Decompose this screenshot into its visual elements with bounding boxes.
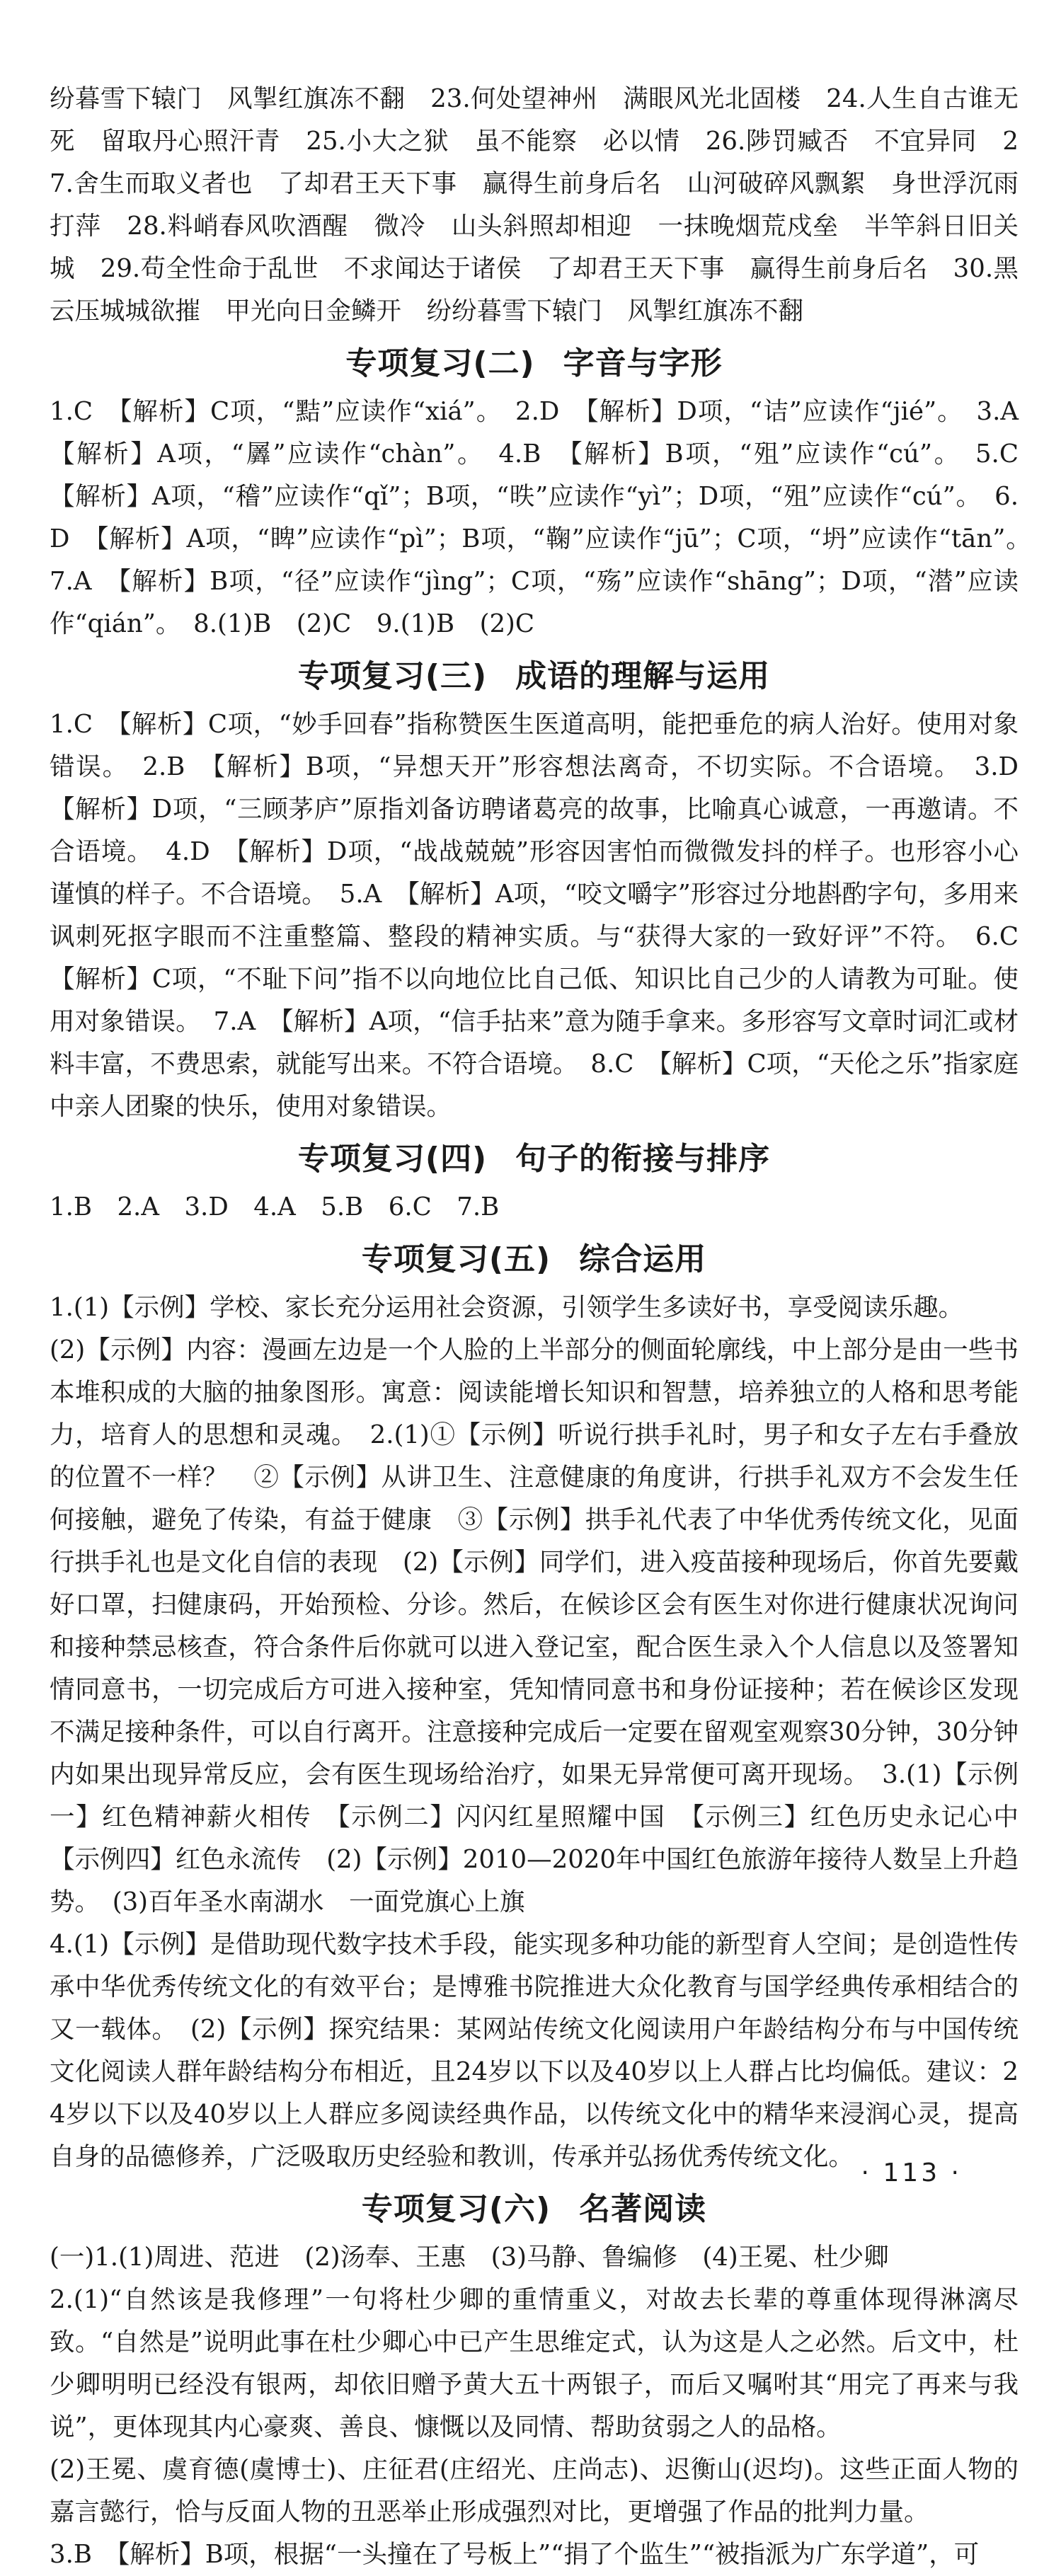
answers-section-3: 1.C 【解析】C项，“妙手回春”指称赞医生医道高明，能把垂危的病人治好。使用对象错误。 2.B 【解析】B项，“异想天开”形容想法离奇，不切实际。不合语境。 3.D 【解析】D项，“三顾茅庐”原指刘备访聘诸葛亮的故事，比喻真心诚意，一再邀请。不合语境。 4.D 【解析】D项，“战战兢兢”形容因害怕而微微发抖的样子。也形容小心谨慎的样子。不合语境。 5.A 【解析】A项，“咬文嚼字”形容过分地斟酌字句，多用来讽刺死抠字眼而不注重整篇、整段的精神实质。与“获得大家的一致好评”不符。 6.C 【解析】C项，“不耻下问”指不以向地位比自己低、知识比自己少的人请教为可耻。使用对象错误。 7.A 【解析】A项，“信手拈来”意为随手拿来。多形容写文章时词汇或材料丰富，不费思索，就能写出来。不符合语境。 8.C 【解析】C项，“天伦之乐”指家庭中亲人团聚的快乐，使用对象错误。: [50, 710, 1044, 1121]
answers-section-5-q1b: (2)【示例】内容：漫画左边是一个人脸的上半部分的侧面轮廓线，中上部分是由一些书本堆积成的大脑的抽象图形。寓意：阅读能增长知识和智慧，培养独立的人格和思考能力，培育人的思想和灵魂。 2.(1)①【示例】听说行拱手礼时，男子和女子左右手叠放的位置不一样？ ②【示例】从讲卫生、注意健康的角度讲，行拱手礼双方不会发生任何接触，避免了传染，有益于健康 ③【示例】拱手礼代表了中华优秀传统文化，见面行拱手礼也是文化自信的表现 (2)【示例】同学们，进入疫苗接种现场后，你首先要戴好口罩，扫健康码，开始预检、分诊。然后，在候诊区会有医生对你进行健康状况询问和接种禁忌核查，符合条件后你就可以进入登记室，配合医生录入个人信息以及签署知情同意书，一切完成后方可进入接种室，凭知情同意书和身份证接种；若在候诊区发现不满足接种条件，可以自行离开。注意接种完成后一定要在留观室观察30分钟，30分钟内如果出现异常反应，会有医生现场给治疗，如果无异常便可离开现场。 3.(1)【示例一】红色精神薪火相传 【示例二】闪闪红星照耀中国 【示例三】红色历史永记心中 【示例四】红色永流传 (2)【示例】2010—2020年中国红色旅游年接待人数呈上升趋势。 (3)百年圣水南湖水 一面党旗心上旗: [50, 1335, 1044, 1916]
section-subtitle: 字音与字形: [563, 345, 723, 381]
answers-section-5-q1: 1.(1)【示例】学校、家长充分运用社会资源，引领学生多读好书，享受阅读乐趣。: [50, 1293, 964, 1322]
section-subtitle: 名著阅读: [579, 2191, 707, 2227]
section-title: 专项复习(四): [297, 1141, 488, 1177]
section-heading-4: [50, 1137, 1019, 1182]
section-title: 专项复习(二): [345, 345, 535, 381]
answers-section-4: 1.B 2.A 3.D 4.A 5.B 6.C 7.B: [50, 1192, 500, 1221]
section-subtitle: 句子的衔接与排序: [515, 1141, 771, 1177]
answers-section-6-q2: 2.(1)“自然该是我修理”一句将杜少卿的重情重义，对故去长辈的尊重体现得淋漓尽致。“自然是”说明此事在杜少卿心中已产生思维定式，认为这是人之必然。后文中，杜少卿明明已经没有银两，却依旧赠予黄大五十两银子，而后又嘱咐其“用完了再来与我说”，更体现其内心豪爽、善良、慷慨以及同情、帮助贫弱之人的品格。: [50, 2285, 1019, 2442]
section-heading-2: [50, 341, 1019, 386]
answers-section-6-q3: 3.B 【解析】B项，根据“一头撞在了号板上”“捐了个监生”“被指派为广东学道”，可: [50, 2540, 980, 2569]
page-number: · 113 ·: [861, 2158, 962, 2187]
section-title: 专项复习(六): [361, 2191, 551, 2227]
section-subtitle: 成语的理解与运用: [515, 658, 771, 694]
section-heading-6: [50, 2187, 1019, 2232]
answers-section-2: 1.C 【解析】C项，“黠”应读作“xiá”。 2.D 【解析】D项，“诘”应读作“jié”。 3.A 【解析】A项，“羼”应读作“chàn”。 4.B 【解析】B项，“殂”应读作“cú”。 5.C 【解析】A项，“稽”应读作“qǐ”；B项，“昳”应读作“yì”；D项，“殂”应读作“cú”。 6.D 【解析】A项，“睥”应读作“pì”；B项，“鞠”应读作“jū”；C项，“坍”应读作“tān”。 7.A 【解析】B项，“径”应读作“jìng”；C项，“殇”应读作“shāng”；D项，“潜”应读作“qián”。 8.(1)B (2)C 9.(1)B (2)C: [50, 397, 1044, 638]
answers-continued: 纷暮雪下辕门 风掣红旗冻不翻 23.何处望神州 满眼风光北固楼 24.人生自古谁无死 留取丹心照汗青 25.小大之狱 虽不能察 必以情 26.陟罚臧否 不宜异同 27.舍生而取义者也 了却君王天下事 赢得生前身后名 山河破碎风飘絮 身世浮沉雨打萍 28.料峭春风吹酒醒 微冷 山头斜照却相迎 一抹晚烟荒戍垒 半竿斜日旧关城 29.苟全性命于乱世 不求闻达于诸侯 了却君王天下事 赢得生前身后名 30.黑云压城城欲摧 甲光向日金鳞开 纷纷暮雪下辕门 风掣红旗冻不翻: [50, 84, 1019, 326]
section-title: 专项复习(五): [361, 1241, 551, 1277]
answers-section-6-part1: (一)1.(1)周进、范进 (2)汤奉、王惠 (3)马静、鲁编修 (4)王冕、杜少卿: [50, 2243, 889, 2272]
section-subtitle: 综合运用: [579, 1241, 707, 1277]
answers-section-6-q2b: (2)王冕、虞育德(虞博士)、庄征君(庄绍光、庄尚志)、迟衡山(迟均)。这些正面人物的嘉言懿行，恰与反面人物的丑恶举止形成强烈对比，更增强了作品的批判力量。: [50, 2455, 1019, 2526]
section-heading-5: [50, 1237, 1019, 1282]
page-content: [50, 78, 1044, 2576]
answers-section-5-q4: 4.(1)【示例】是借助现代数字技术手段，能实现多种功能的新型育人空间；是创造性传承中华优秀传统文化的有效平台；是博雅书院推进大众化教育与国学经典传承相结合的又一载体。 (2)【示例】探究结果：某网站传统文化阅读用户年龄结构分布与中国传统文化阅读人群年龄结构分布相近，且24岁以下以及40岁以上人群占比均偏低。建议：24岁以下以及40岁以上人群应多阅读经典作品，以传统文化中的精华来浸润心灵，提高自身的品德修养，广泛吸取历史经验和教训，传承并弘扬优秀传统文化。: [50, 1930, 1019, 2171]
section-title: 专项复习(三): [297, 658, 488, 694]
section-heading-3: [50, 654, 1019, 699]
